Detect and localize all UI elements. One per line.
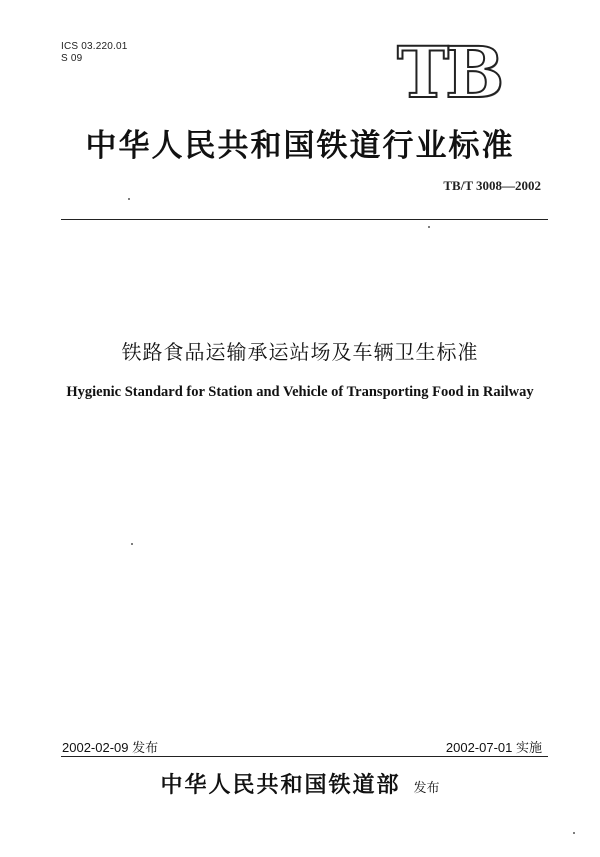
ics-code: ICS 03.220.01 xyxy=(61,41,128,52)
bottom-divider xyxy=(61,756,548,757)
tb-logo: TB xyxy=(397,31,501,114)
scan-speck xyxy=(573,832,575,834)
scan-speck xyxy=(428,226,430,228)
standard-number: TB/T 3008—2002 xyxy=(443,178,541,193)
issuer-line xyxy=(0,768,600,799)
chinese-title: 铁路食品运输承运站场及车辆卫生标准 xyxy=(121,340,479,364)
category-code: S 09 xyxy=(61,53,83,64)
classification-codes xyxy=(61,41,128,65)
english-title: Hygienic Standard for Station and Vehicle of Transporting Food in Railway xyxy=(66,384,534,400)
issuing-organization: 中华人民共和国铁道部 xyxy=(160,773,401,798)
scan-speck xyxy=(128,198,130,200)
ministry-standard-title: 中华人民共和国铁道行业标准 xyxy=(85,128,515,164)
publish-date: 2002-02-09 发布 xyxy=(62,740,159,755)
issue-verb: 发布 xyxy=(413,781,440,796)
scan-speck xyxy=(131,543,133,545)
effective-date: 2002-07-01 实施 xyxy=(445,740,542,755)
top-divider xyxy=(61,219,548,220)
